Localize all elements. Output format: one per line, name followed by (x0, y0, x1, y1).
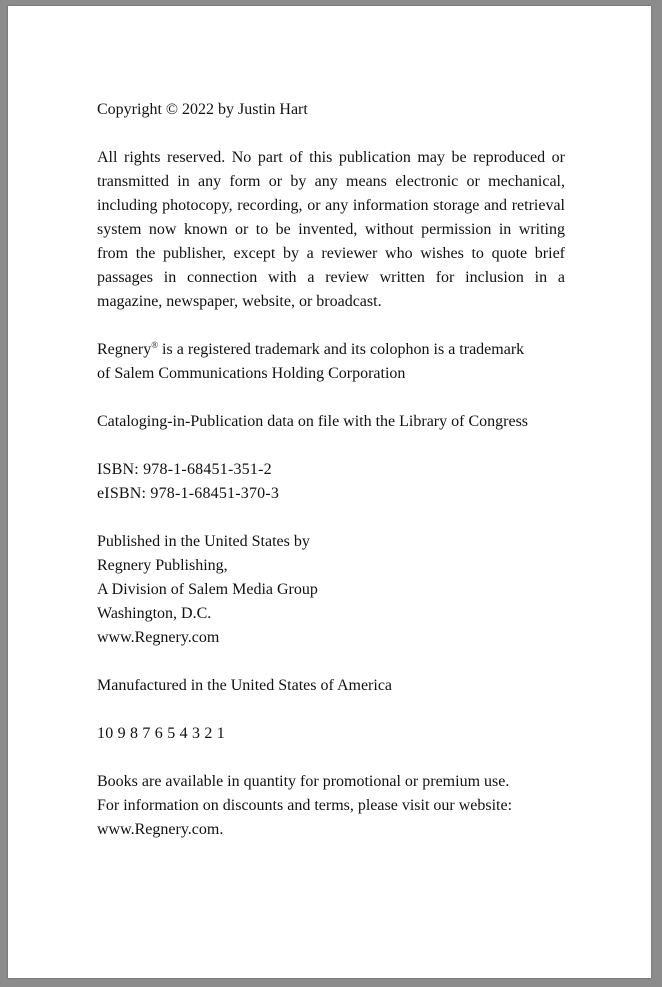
cataloging-block (97, 410, 577, 434)
trademark-line-1 (97, 338, 577, 362)
bulk-sales-website: www.Regnery.com. (97, 821, 224, 838)
printing-numbers: 10 9 8 7 6 5 4 3 2 1 (97, 725, 225, 742)
cataloging-line: Cataloging-in-Publication data on file with the Library of Congress (97, 413, 529, 430)
bulk-sales-block (97, 770, 577, 842)
registered-mark: ® (151, 340, 159, 350)
trademark-line-1-rest: is a registered trademark and its colophon is a trademark (158, 341, 525, 358)
publisher-line-1: Published in the United States by (97, 533, 310, 550)
rights-block (97, 146, 577, 314)
trademark-line-2: of Salem Communications Holding Corporation (97, 365, 406, 382)
publisher-website: www.Regnery.com (97, 629, 220, 646)
isbn-block (97, 458, 577, 506)
copyright-block (97, 98, 577, 122)
publisher-block (97, 530, 577, 650)
trademark-brand: Regnery (97, 341, 152, 358)
copyright-page (8, 6, 651, 978)
bulk-sales-line-1: Books are available in quantity for promotional or premium use. (97, 773, 510, 790)
copyright-line: Copyright © 2022 by Justin Hart (97, 101, 308, 118)
bulk-sales-line-2: For information on discounts and terms, please visit our website: (97, 797, 513, 814)
publisher-line-2: Regnery Publishing, (97, 557, 228, 574)
copyright-page-content (97, 98, 577, 866)
isbn-ebook: eISBN: 978-1-68451-370-3 (97, 485, 280, 502)
publisher-line-4: Washington, D.C. (97, 605, 212, 622)
trademark-block (97, 338, 577, 386)
isbn-print: ISBN: 978-1-68451-351-2 (97, 461, 272, 478)
manufactured-line: Manufactured in the United States of America (97, 677, 393, 694)
rights-paragraph: All rights reserved. No part of this publication may be reproduced or transmitted in any form or by any means electronic or mechanical, including photocopy, recording, or any information storage and retrieval system now known or to be invented, without permission in writing from the publisher, except by a reviewer who wishes to quote brief passages in connection with a review written for inclusion in a magazine, newspaper, website, or broadcast. (97, 149, 565, 310)
publisher-line-3: A Division of Salem Media Group (97, 581, 318, 598)
manufactured-block (97, 674, 577, 698)
printing-numbers-block (97, 722, 577, 746)
